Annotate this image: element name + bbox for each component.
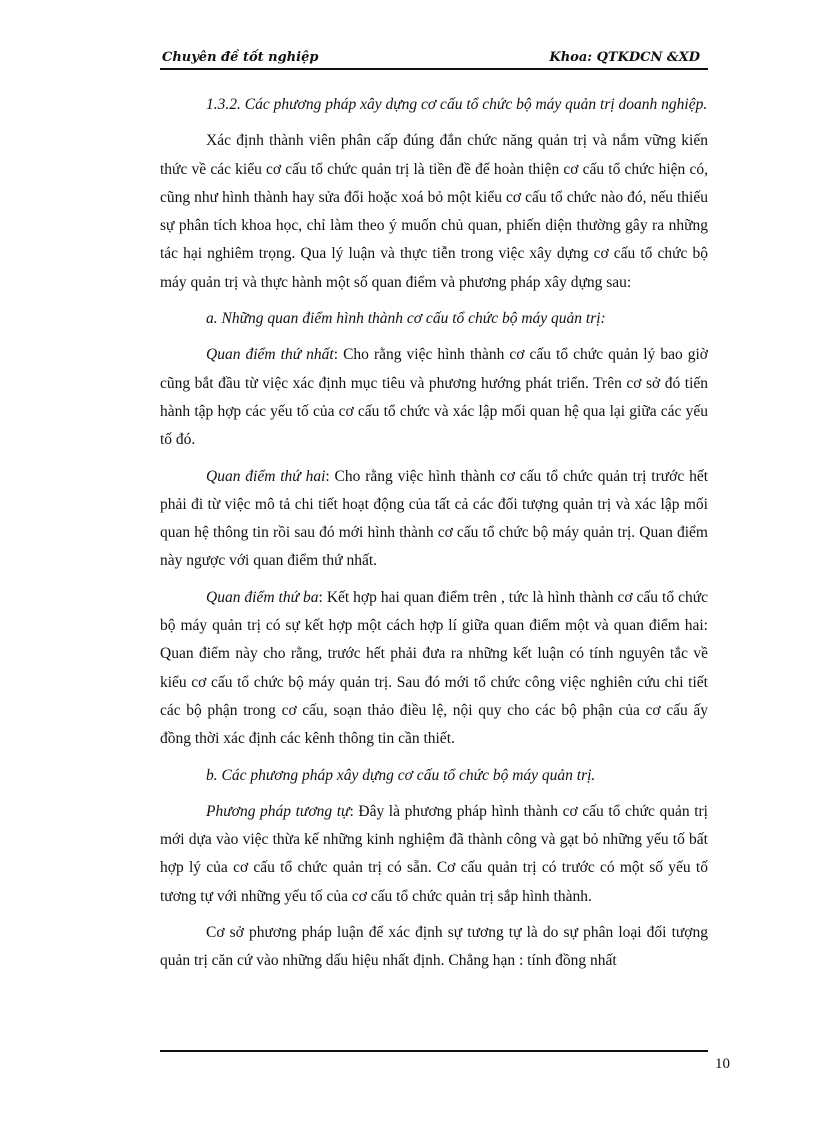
method-1-text: : Đây là phương pháp hình thành cơ cấu tổ chức quản trị mới dựa vào việc thừa kế những kinh nghiệm đã thành công và gạt bỏ những yếu tố bất hợp lý của cơ cấu tổ chức quản trị có sẵn. Cơ cấu quản trị có trước có một số yếu tố tương tự với những yếu tố của cơ cấu tổ chức quản trị sắp hình thành. [160,802,708,905]
page-number: 10 [715,1056,730,1072]
intro-paragraph: Xác định thành viên phân cấp đúng đắn chức năng quản trị và nắm vững kiến thức về các kiểu cơ cấu tổ chức quản trị là tiền đề để hoàn thiện cơ cấu tổ chức hiện có, cũng như hình thành hay sửa đổi hoặc xoá bỏ một kiểu cơ cấu tổ chức nào đó, nếu thiếu sự phân tích khoa học, chỉ làm theo ý muốn chủ quan, phiến diện thường gây ra những tác hại nghiêm trọng. Qua lý luận và thực tiễn trong việc xây dựng cơ cấu tổ chức bộ máy quản trị và thực hành một số quan điểm và phương pháp xây dựng sau: [160,132,708,291]
footer-rule [160,1050,708,1052]
view-1-paragraph [160,341,708,454]
header-document-title: Chuyên đề tốt nghiệp [162,50,319,65]
method-1-paragraph [160,798,708,911]
header-faculty: Khoa: QTKDCN &XD [549,50,700,65]
view-3-paragraph [160,584,708,754]
view-2-paragraph [160,463,708,576]
last-paragraph: Cơ sở phương pháp luận để xác định sự tương tự là do sự phân loại đối tượng quản trị căn cứ vào những dấu hiệu nhất định. Chẳng hạn : tính đồng nhất [160,924,708,970]
view-1-text: : Cho rằng việc hình thành cơ cấu tổ chức quản lý bao giờ cũng bắt đầu từ việc xác định mục tiêu và phương hướng phát triển. Trên cơ sở đó tiến hành tập hợp các yếu tố của cơ cấu tổ chức và xác lập mối quan hệ qua lại giữa các yếu tố đó. [160,346,708,449]
method-1-label: Phương pháp tương tự [206,802,350,820]
document-body [160,91,708,984]
view-2-label: Quan điểm thứ hai [206,467,326,485]
view-2-text: : Cho rằng việc hình thành cơ cấu tổ chức quản trị trước hết phải đi từ việc mô tả chi tiết hoạt động của tất cả các đối tượng quản trị và xác lập mối quan hệ thông tin rồi sau đó mới hình thành cơ cấu tổ chức bộ máy quản trị. Quan điểm này ngược với quan điểm thứ nhất. [160,467,709,570]
view-3-text: : Kết hợp hai quan điểm trên , tức là hình thành cơ cấu tổ chức bộ máy quản trị có sự kết hợp một cách hợp lí giữa quan điểm một và quan điểm hai: Quan điểm này cho rằng, trước hết phải đưa ra những kết luận có tính nguyên tắc về kiểu cơ cấu tổ chức bộ máy quản trị. Sau đó mới tổ chức công việc nghiên cứu chi tiết các bộ phận trong cơ cấu, soạn thảo điều lệ, nội quy cho các bộ phận của cơ cấu ấy đồng thời xác định các kênh thông tin cần thiết. [160,588,708,748]
view-3-label: Quan điểm thứ ba [206,588,319,606]
subheading-a: a. Những quan điểm hình thành cơ cấu tổ chức bộ máy quản trị: [206,310,606,328]
view-1-label: Quan điểm thứ nhất [206,346,334,364]
subheading-b: b. Các phương pháp xây dựng cơ cấu tổ chức bộ máy quản trị. [206,766,596,784]
page-header [160,48,708,70]
section-title: 1.3.2. Các phương pháp xây dựng cơ cấu tổ chức bộ máy quản trị doanh nghiệp. [206,96,708,113]
